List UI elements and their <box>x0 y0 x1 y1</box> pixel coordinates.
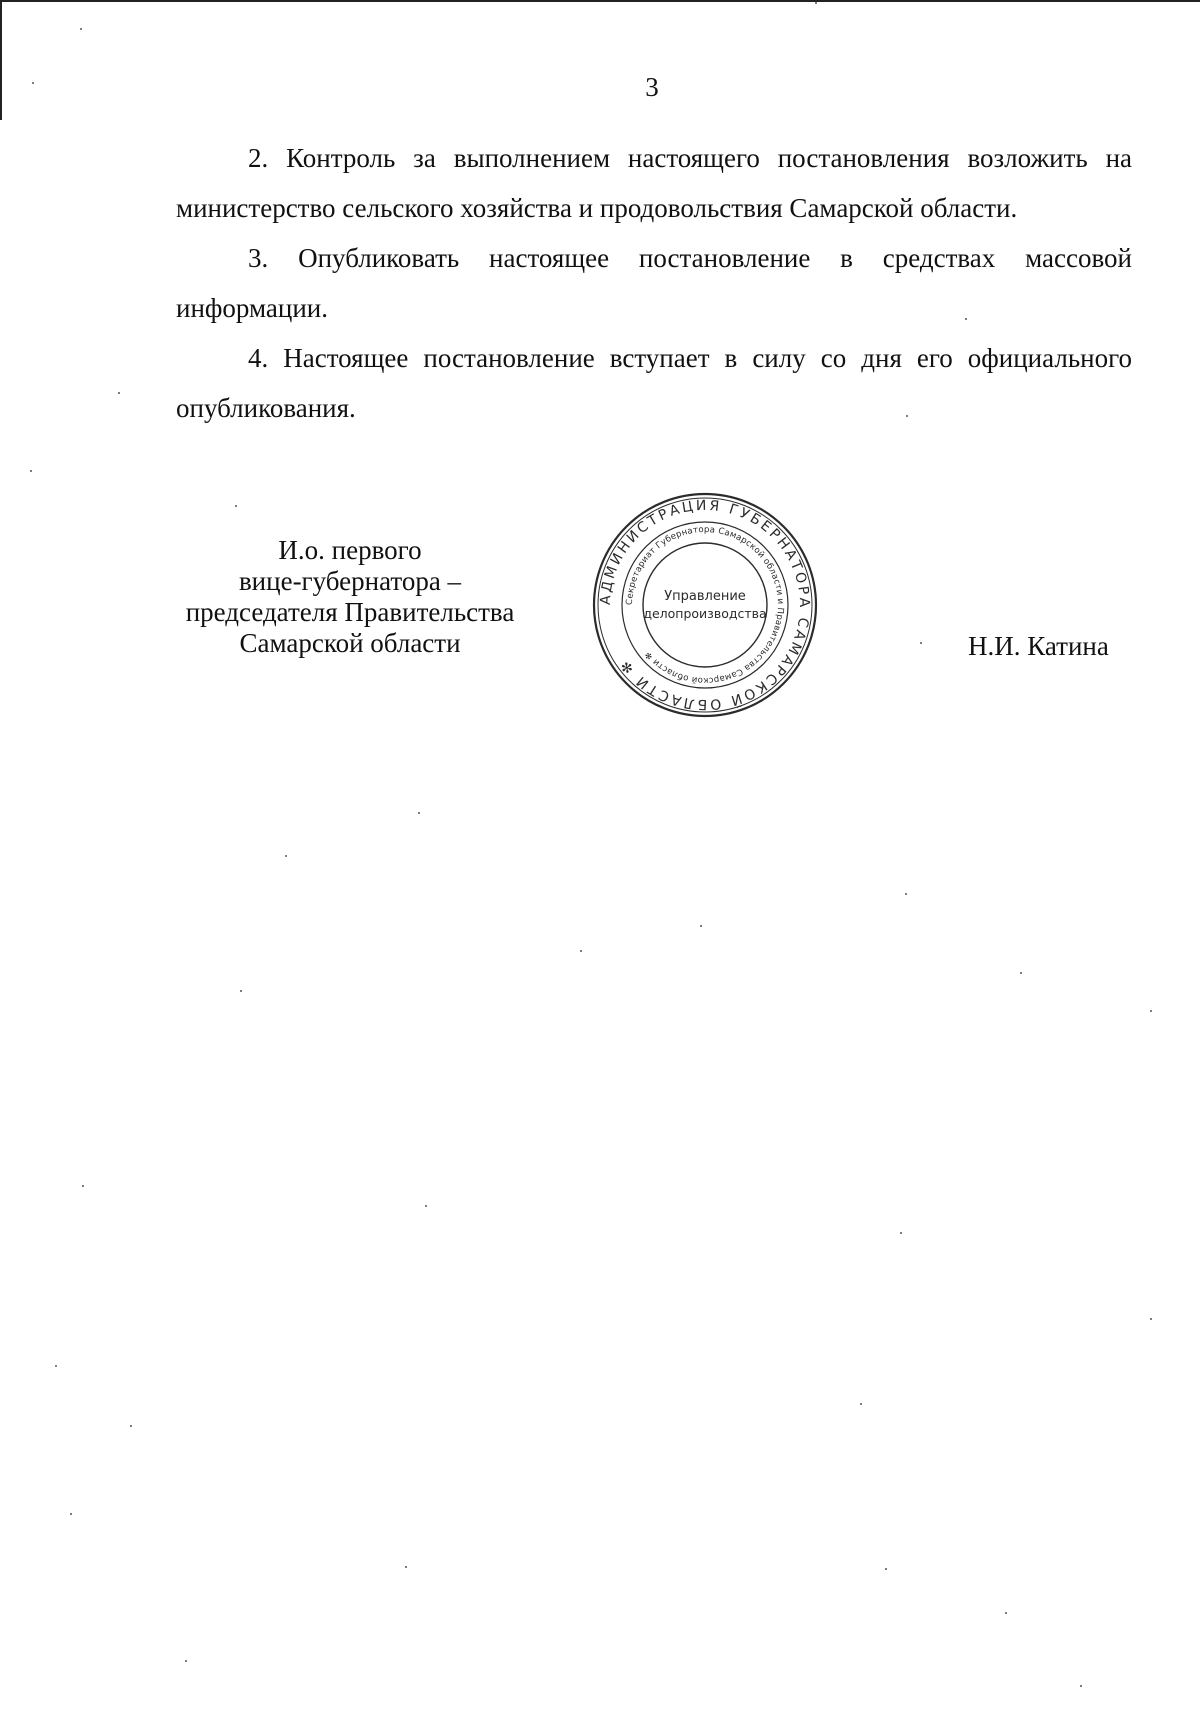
signer-name: Н.И. Катина <box>968 631 1109 661</box>
stamp-center-line-2: делопроизводства <box>643 606 767 621</box>
stamp-center-line-1: Управление <box>664 589 746 604</box>
stamp-inner-ring <box>643 543 767 667</box>
signer-position-line: И.о. первого <box>278 535 422 565</box>
paragraph-4-line-2: опубликования. <box>176 393 356 423</box>
paragraph-2-line-2: министерство сельского хозяйства и продовольствия Самарской области. <box>176 193 1018 223</box>
signer-position-line: вице-губернатора – <box>238 566 462 596</box>
signer-position-line: Самарской области <box>239 628 461 658</box>
paragraph-4-line-1: 4. Настоящее постановление вступает в силу со дня его официального <box>248 343 1132 373</box>
signer-position-line: председателя Правительства <box>185 597 515 627</box>
page-number: 3 <box>645 72 659 102</box>
paragraph-4 <box>176 333 1132 433</box>
paragraph-2 <box>176 133 1132 233</box>
paragraph-3-line-1: 3. Опубликовать настоящее постановление в средствах массовой <box>248 243 1132 273</box>
stamp-inner-text: Секретариат Губернатора Самарской области и Правительства Самарской области ✻ <box>624 524 786 686</box>
stamp-seal <box>590 490 820 720</box>
official-stamp <box>590 490 820 720</box>
signer-position <box>170 535 530 659</box>
paragraph-3-line-2: информации. <box>176 293 328 323</box>
stamp-outer-text: АДМИНИСТРАЦИЯ ГУБЕРНАТОРА САМАРСКОЙ ОБЛАСТИ ✻ <box>597 497 813 713</box>
stamp-middle-ring <box>622 522 788 688</box>
scan-edge-left <box>0 0 2 120</box>
paragraph-2-line-1: 2. Контроль за выполнением настоящего постановления возложить на <box>248 143 1132 173</box>
scan-edge-top <box>0 0 1200 2</box>
paragraph-3 <box>176 233 1132 333</box>
